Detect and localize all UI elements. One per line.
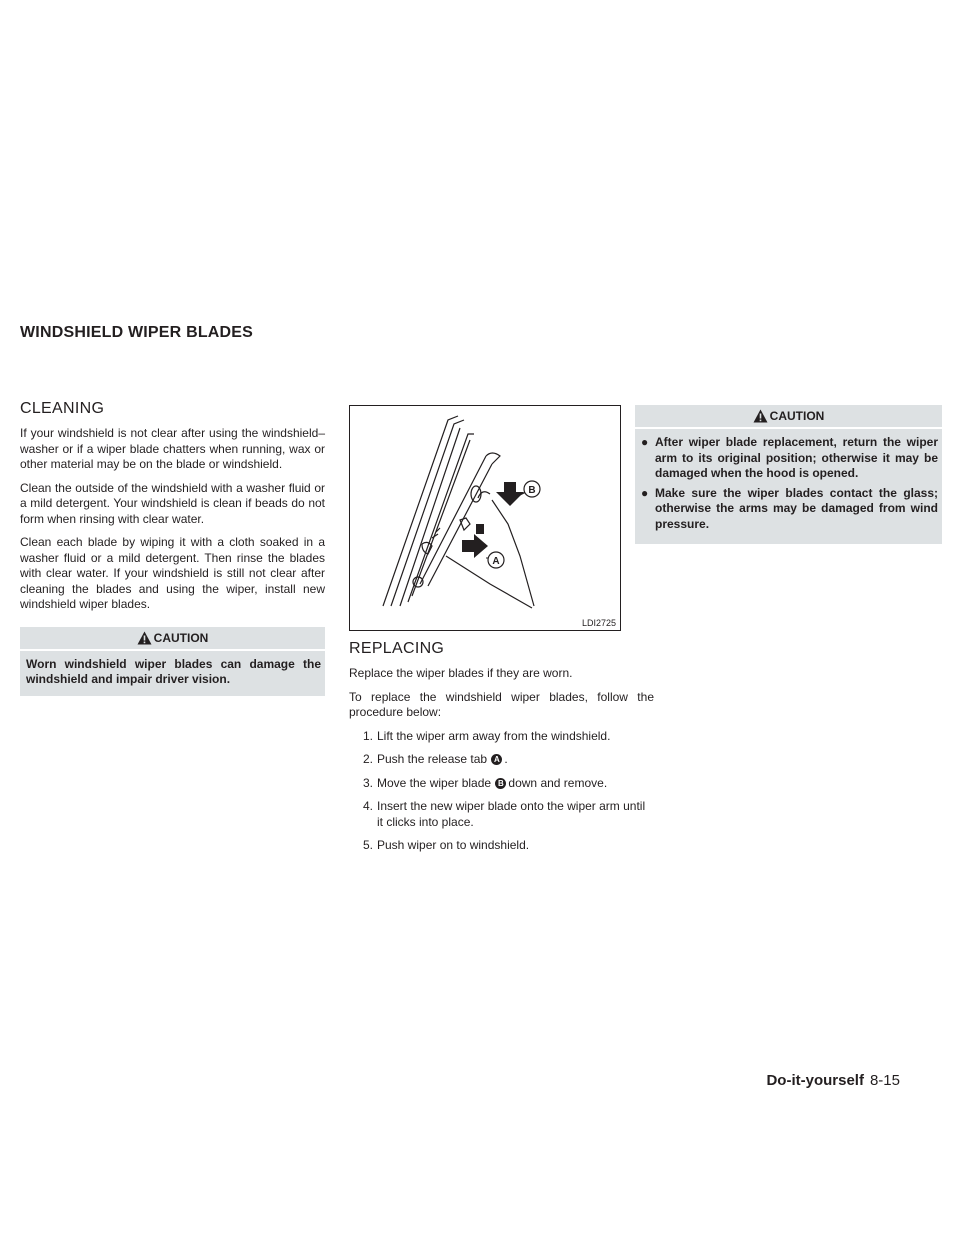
page-number: 8-15	[869, 1072, 900, 1089]
bullet-text: After wiper blade replacement, return the wiper arm to its original position; otherwise it may be damaged when the hood is opened.	[655, 435, 938, 480]
step-number: 1.	[362, 728, 373, 743]
step-text-pre: Push the release tab	[377, 752, 488, 766]
step-number: 3.	[362, 775, 373, 790]
list-item	[641, 486, 938, 533]
cleaning-paragraph-2: Clean the outside of the windshield with a washer fluid or a mild detergent. Your windshield is clean if beads do not form when rinsing with clear water.	[20, 480, 325, 526]
replacing-intro-2: To replace the windshield wiper blades, follow the procedure below:	[349, 689, 654, 719]
list-item	[349, 776, 654, 792]
cleaning-column	[20, 400, 325, 696]
caution-box-cleaning	[20, 627, 325, 696]
step-text	[377, 752, 508, 768]
replacing-steps	[349, 729, 654, 854]
caution-label: CAUTION	[153, 630, 209, 645]
list-item	[349, 752, 654, 768]
caution-box-replacing	[635, 405, 942, 544]
step-text: Insert the new wiper blade onto the wiper arm until it clicks into place.	[377, 799, 646, 829]
wiper-illustration	[350, 406, 620, 630]
page-footer	[766, 1072, 900, 1089]
cleaning-heading: CLEANING	[20, 400, 105, 417]
list-item	[349, 838, 654, 854]
step-number: 2.	[362, 752, 373, 766]
caution-text: Worn windshield wiper blades can damage the windshield and impair driver vision.	[26, 656, 321, 686]
step-text	[377, 776, 607, 792]
figure-label-b: B	[528, 485, 536, 496]
step-text: Lift the wiper arm away from the windshield.	[377, 728, 611, 743]
replacing-heading: REPLACING	[349, 640, 445, 657]
caution-header	[635, 405, 942, 429]
marker-a: A	[491, 754, 502, 765]
replacing-column	[349, 405, 654, 862]
bullet-icon: ●	[641, 435, 649, 449]
list-item	[349, 729, 654, 745]
bullet-icon: ●	[641, 485, 649, 500]
cleaning-paragraph-1: If your windshield is not clear after using the windshield–washer or if a wiper blade chatters when running, wax or other material may be on the blade or windshield.	[20, 426, 325, 471]
caution-label: CAUTION	[769, 409, 825, 423]
step-text-post: .	[504, 752, 508, 766]
list-item	[641, 435, 938, 482]
caution-column	[635, 405, 942, 544]
figure-code: LDI2725	[581, 618, 616, 628]
step-text-post: down and remove.	[508, 775, 608, 790]
step-text: Push wiper on to windshield.	[377, 838, 530, 852]
caution-bullets	[635, 429, 942, 544]
figure-label-a: A	[492, 556, 500, 567]
list-item	[349, 799, 654, 830]
warning-icon	[753, 409, 768, 423]
warning-icon	[137, 631, 152, 645]
footer-section: Do-it-yourself	[766, 1072, 864, 1089]
step-text-pre: Move the wiper blade	[377, 775, 492, 790]
caution-header	[20, 627, 325, 651]
cleaning-paragraph-3: Clean each blade by wiping it with a cloth soaked in a washer fluid or a mild detergent. Then rinse the blades with clear water. If your windshield is still not clear after cleaning the blades and using the wiper, install new windshield wiper blades.	[20, 535, 325, 611]
marker-b: B	[495, 778, 506, 789]
bullet-text: Make sure the wiper blades contact the glass; otherwise the arms may be damaged from wind pressure.	[655, 485, 938, 531]
wiper-figure	[349, 405, 621, 631]
step-number: 4.	[362, 799, 373, 813]
section-title: WINDSHIELD WIPER BLADES	[20, 324, 254, 341]
replacing-intro-1: Replace the wiper blades if they are worn.	[349, 666, 573, 680]
step-number: 5.	[362, 838, 373, 852]
